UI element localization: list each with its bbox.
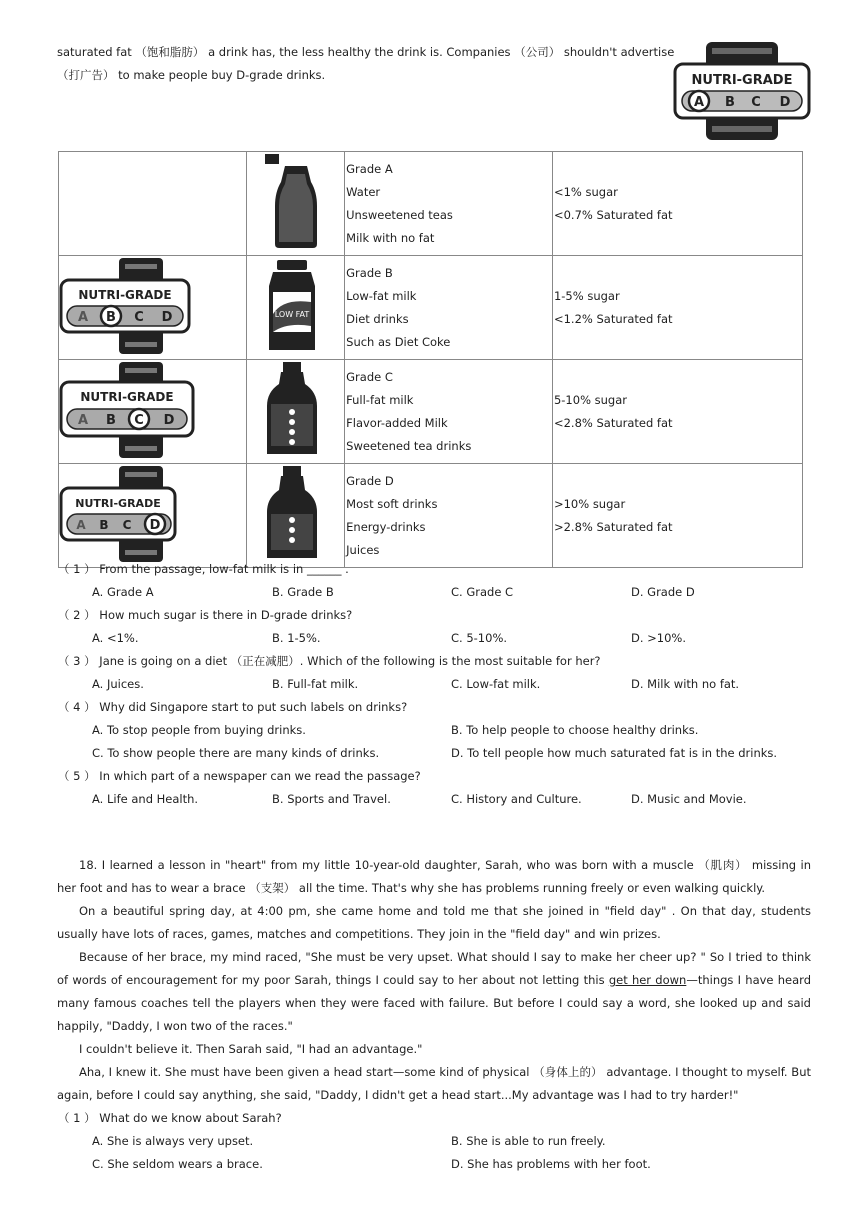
carton-label: LOW FAT: [274, 310, 310, 319]
logo-letter-b: B: [725, 95, 735, 110]
option-c[interactable]: C. 5-10%.: [451, 631, 508, 645]
row-b-item-3: Such as Diet Coke: [346, 335, 451, 349]
logo-d-letter-c: C: [122, 518, 132, 532]
row-b-item-2: Diet drinks: [346, 312, 409, 326]
option-b[interactable]: B. Grade B: [272, 585, 334, 599]
nutri-grade-logo-top: [672, 40, 812, 142]
row-a-item-3: Milk with no fat: [346, 231, 435, 245]
logo-c-title: NUTRI-GRADE: [80, 390, 174, 404]
intro-line-1: saturated fat （饱和脂肪） a drink has, the less healthy the drink is. Companies （公司） shouldn't advertise: [57, 45, 675, 59]
option-b[interactable]: B. She is able to run freely.: [451, 1134, 606, 1148]
question-number: （ 1 ）: [58, 1111, 96, 1125]
row-d-grade: Grade D: [346, 474, 394, 488]
row-d-item-2: Energy-drinks: [346, 520, 426, 534]
option-d[interactable]: D. Music and Movie.: [631, 792, 747, 806]
logo-d-letter-a: A: [76, 518, 86, 532]
row-d-sugar: >10% sugar: [553, 497, 626, 511]
logo-b-title: NUTRI-GRADE: [78, 288, 172, 302]
logo-b-letter-d: D: [161, 310, 173, 325]
row-a-item-1: Water: [346, 185, 381, 199]
option-d[interactable]: D. To tell people how much saturated fat is in the drinks.: [451, 746, 778, 760]
option-c[interactable]: C. To show people there are many kinds of drinks.: [92, 746, 380, 760]
option-d[interactable]: D. >10%.: [631, 631, 687, 645]
row-a-fat: <0.7% Saturated fat: [553, 208, 673, 222]
passage-18-paragraph-1: 18. I learned a lesson in "heart" from my little 10-year-old daughter, Sarah, who was born with a muscle （肌肉） missing in her foot and has to wear a brace （支架） all the time. That's why she has problems running freely or even walking quickly.: [57, 858, 811, 895]
row-d-fat: >2.8% Saturated fat: [553, 520, 673, 534]
logo-cell: [59, 360, 247, 464]
intro-line-2: （打广告） to make people buy D-grade drinks.: [57, 68, 326, 82]
option-a[interactable]: A. Life and Health.: [92, 792, 199, 806]
grade-table: [58, 151, 803, 568]
row-b-grade: Grade B: [346, 266, 393, 280]
logo-c-letter-b: B: [106, 413, 116, 428]
bottle-cell: [246, 152, 344, 256]
question-number: （ 1 ）: [58, 562, 96, 576]
bottle-cell: [246, 464, 344, 568]
question-text: What do we know about Sarah?: [99, 1111, 282, 1125]
question-text: Jane is going on a diet （正在减肥）. Which of the following is the most suitable for her?: [99, 654, 601, 668]
option-b[interactable]: B. Sports and Travel.: [272, 792, 391, 806]
row-b-item-1: Low-fat milk: [346, 289, 417, 303]
logo-d-title: NUTRI-GRADE: [75, 497, 161, 510]
row-a-sugar: <1% sugar: [553, 185, 618, 199]
logo-title-top: NUTRI-GRADE: [691, 73, 793, 88]
row-d-item-1: Most soft drinks: [346, 497, 438, 511]
passage-18-paragraph-5: Aha, I knew it. She must have been given a head start—some kind of physical （身体上的） advantage. I thought to myself. But again, before I could say anything, she said, "Daddy, I didn't get a head start...My advantage was I had to try harder!": [57, 1065, 811, 1102]
table-row: [59, 464, 803, 568]
paragraph-3-end: —things I have heard many famous coaches tell the players when they were faced with failure. But before I could say a word, she looked up and said happily, "Daddy, I won two of the races.": [57, 973, 811, 1033]
option-c[interactable]: C. Grade C: [451, 585, 514, 599]
row-c-item-3: Sweetened tea drinks: [346, 439, 472, 453]
logo-cell: [59, 464, 247, 568]
row-c-item-1: Full-fat milk: [346, 393, 414, 407]
option-c[interactable]: C. She seldom wears a brace.: [92, 1157, 263, 1171]
table-row: [59, 360, 803, 464]
row-c-fat: <2.8% Saturated fat: [553, 416, 673, 430]
row-d-item-3: Juices: [346, 543, 380, 557]
logo-b-letter-a: A: [77, 310, 89, 325]
logo-c-letter-c: C: [134, 413, 144, 428]
option-a[interactable]: A. She is always very upset.: [92, 1134, 254, 1148]
option-a[interactable]: A. <1%.: [92, 631, 139, 645]
passage-18-paragraph-2: On a beautiful spring day, at 4:00 pm, she came home and told me that she joined in "field day" . On that day, students usually have lots of races, games, matches and competitions. They join in the "field day" and win prizes.: [57, 904, 811, 941]
option-a[interactable]: A. Grade A: [92, 585, 154, 599]
option-c[interactable]: C. Low-fat milk.: [451, 677, 541, 691]
paragraph-3-start: Because of her brace, my mind raced, "She must be very upset. What should I say to make her cheer up? " So I tried to think of words of encouragement for my poor Sarah, things I could say to her about not letting this: [57, 950, 811, 987]
logo-letter-a: A: [693, 95, 705, 110]
question-number: （ 5 ）: [58, 769, 96, 783]
option-d[interactable]: D. Milk with no fat.: [631, 677, 740, 691]
logo-d-letter-b: B: [99, 518, 109, 532]
question-text: How much sugar is there in D-grade drinks?: [99, 608, 353, 622]
option-a[interactable]: A. Juices.: [92, 677, 144, 691]
bottle-cell: [246, 360, 344, 464]
row-a-grade: Grade A: [346, 162, 393, 176]
option-d[interactable]: D. Grade D: [631, 585, 695, 599]
logo-c-letter-d: D: [163, 413, 175, 428]
question-number: （ 4 ）: [58, 700, 96, 714]
row-c-item-2: Flavor-added Milk: [346, 416, 448, 430]
passage-18-paragraph-4: I couldn't believe it. Then Sarah said, "I had an advantage.": [79, 1042, 423, 1056]
option-b[interactable]: B. To help people to choose healthy drinks.: [451, 723, 699, 737]
table-row: [59, 256, 803, 360]
logo-cell: [59, 152, 247, 256]
option-b[interactable]: B. Full-fat milk.: [272, 677, 359, 691]
row-a-item-2: Unsweetened teas: [346, 208, 453, 222]
row-b-sugar: 1-5% sugar: [553, 289, 620, 303]
nutri-grade-logo-b: [59, 256, 246, 356]
logo-b-letter-c: C: [134, 310, 144, 325]
row-c-sugar: 5-10% sugar: [553, 393, 628, 407]
question-text: Why did Singapore start to put such labels on drinks?: [99, 700, 408, 714]
nutri-grade-logo-c: [59, 360, 246, 460]
option-c[interactable]: C. History and Culture.: [451, 792, 582, 806]
logo-letter-c: C: [751, 95, 761, 110]
soda-bottle-icon: [247, 464, 345, 564]
row-b-fat: <1.2% Saturated fat: [553, 312, 673, 326]
row-c-grade: Grade C: [346, 370, 393, 384]
drink-bottle-icon: [247, 360, 345, 460]
option-d[interactable]: D. She has problems with her foot.: [451, 1157, 651, 1171]
logo-b-letter-b: B: [106, 310, 116, 325]
logo-d-letter-d: D: [149, 518, 161, 533]
option-b[interactable]: B. 1-5%.: [272, 631, 321, 645]
logo-c-letter-a: A: [77, 413, 89, 428]
option-a[interactable]: A. To stop people from buying drinks.: [92, 723, 306, 737]
question-text: From the passage, low-fat milk is in ______ .: [99, 562, 349, 576]
question-text: In which part of a newspaper can we read the passage?: [99, 769, 421, 783]
logo-cell: [59, 256, 247, 360]
table-row: [59, 152, 803, 256]
carton-icon: [247, 256, 345, 356]
underlined-phrase: get her down: [608, 973, 687, 987]
question-number: （ 3 ）: [58, 654, 96, 668]
question-number: （ 2 ）: [58, 608, 96, 622]
milk-bottle-icon: [247, 152, 345, 252]
logo-letter-d: D: [779, 95, 791, 110]
nutri-grade-logo-d: [59, 464, 246, 564]
passage-18-paragraph-3: [57, 946, 811, 1038]
bottle-cell: [246, 256, 344, 360]
